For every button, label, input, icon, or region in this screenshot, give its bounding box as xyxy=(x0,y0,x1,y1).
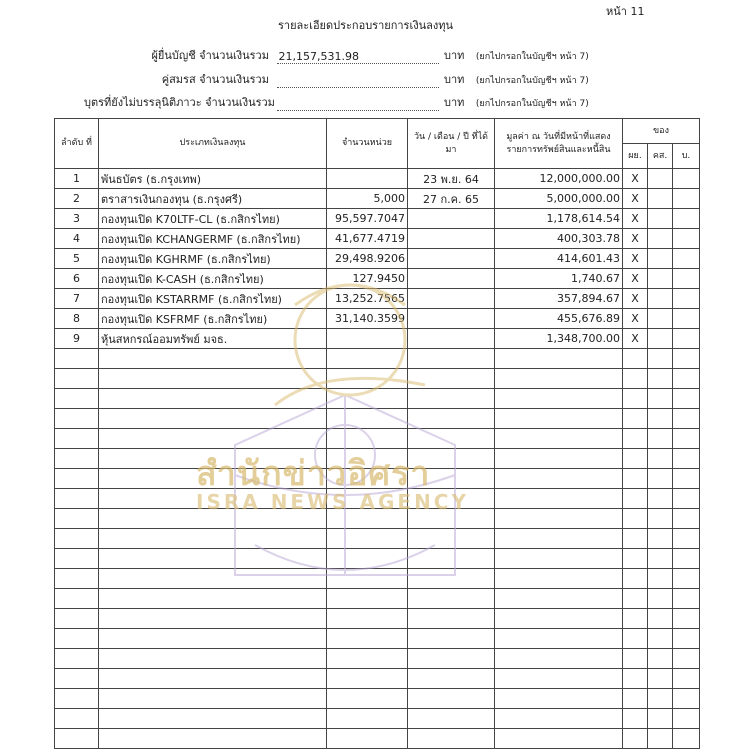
cell-owner-spouse xyxy=(648,569,673,589)
summary-amount xyxy=(277,74,439,88)
cell-type xyxy=(99,669,327,689)
cell-no xyxy=(55,349,99,369)
cell-value xyxy=(495,389,623,409)
cell-type: กองทุนเปิด KCHANGERMF (ธ.กสิกรไทย) xyxy=(99,229,327,249)
cell-value: 455,676.89 xyxy=(495,309,623,329)
cell-no xyxy=(55,589,99,609)
cell-no xyxy=(55,449,99,469)
cell-type xyxy=(99,549,327,569)
cell-units xyxy=(327,169,408,189)
cell-owner-spouse xyxy=(648,429,673,449)
cell-owner-spouse xyxy=(648,729,673,749)
cell-no xyxy=(55,549,99,569)
cell-owner-filer: X xyxy=(623,189,648,209)
cell-value: 400,303.78 xyxy=(495,229,623,249)
cell-units xyxy=(327,649,408,669)
cell-type xyxy=(99,709,327,729)
table-row-blank xyxy=(55,669,700,689)
cell-date xyxy=(408,229,495,249)
cell-units xyxy=(327,389,408,409)
cell-value xyxy=(495,669,623,689)
cell-no xyxy=(55,469,99,489)
cell-units: 127.9450 xyxy=(327,269,408,289)
cell-owner-filer: X xyxy=(623,309,648,329)
cell-owner-filer xyxy=(623,629,648,649)
cell-value xyxy=(495,709,623,729)
cell-units xyxy=(327,669,408,689)
table-row-blank xyxy=(55,369,700,389)
cell-units xyxy=(327,709,408,729)
cell-units: 31,140.3599 xyxy=(327,309,408,329)
cell-owner-spouse xyxy=(648,589,673,609)
cell-no xyxy=(55,629,99,649)
cell-units: 41,677.4719 xyxy=(327,229,408,249)
cell-type: กองทุนเปิด KSFRMF (ธ.กสิกรไทย) xyxy=(99,309,327,329)
cell-owner-filer xyxy=(623,729,648,749)
cell-units xyxy=(327,689,408,709)
cell-no xyxy=(55,529,99,549)
cell-owner-child xyxy=(673,629,700,649)
table-row-blank xyxy=(55,389,700,409)
cell-units: 95,597.7047 xyxy=(327,209,408,229)
cell-type: กองทุนเปิด KSTARRMF (ธ.กสิกรไทย) xyxy=(99,289,327,309)
cell-owner-spouse xyxy=(648,249,673,269)
cell-owner-child xyxy=(673,309,700,329)
cell-owner-spouse xyxy=(648,549,673,569)
header-date: วัน / เดือน / ปี ที่ได้มา xyxy=(408,119,495,169)
cell-owner-filer xyxy=(623,589,648,609)
cell-date: 27 ก.ค. 65 xyxy=(408,189,495,209)
cell-owner-spouse xyxy=(648,289,673,309)
summary-row-children xyxy=(84,93,589,111)
cell-owner-spouse xyxy=(648,349,673,369)
cell-units xyxy=(327,549,408,569)
table-row-blank xyxy=(55,609,700,629)
cell-no xyxy=(55,609,99,629)
cell-owner-spouse xyxy=(648,309,673,329)
cell-value: 357,894.67 xyxy=(495,289,623,309)
cell-date xyxy=(408,329,495,349)
watermark-text-english: ISRA NEWS AGENCY xyxy=(196,490,469,514)
cell-units xyxy=(327,589,408,609)
cell-date xyxy=(408,529,495,549)
cell-date xyxy=(408,369,495,389)
cell-owner-spouse xyxy=(648,449,673,469)
cell-type xyxy=(99,589,327,609)
cell-no xyxy=(55,509,99,529)
cell-owner-spouse xyxy=(648,209,673,229)
cell-no: 4 xyxy=(55,229,99,249)
cell-owner-child xyxy=(673,209,700,229)
cell-value xyxy=(495,349,623,369)
watermark-text-thai: สำนักข่าวอิศรา xyxy=(196,454,431,494)
header-owner-spouse: คส. xyxy=(648,144,673,169)
cell-date xyxy=(408,289,495,309)
cell-value: 1,348,700.00 xyxy=(495,329,623,349)
summary-note: (ยกไปกรอกในบัญชีฯ หน้า 7) xyxy=(475,76,589,86)
summary-amount: 21,157,531.98 xyxy=(277,50,439,64)
header-owner-child: บ. xyxy=(673,144,700,169)
cell-value xyxy=(495,449,623,469)
cell-value: 414,601.43 xyxy=(495,249,623,269)
cell-units xyxy=(327,629,408,649)
table-row xyxy=(55,229,700,249)
cell-no xyxy=(55,369,99,389)
table-row xyxy=(55,249,700,269)
summary-amount xyxy=(277,97,439,111)
cell-type xyxy=(99,529,327,549)
summary-label: บุตรที่ยังไม่บรรลุนิติภาวะ จำนวนเงินรวม xyxy=(84,96,275,109)
table-row xyxy=(55,189,700,209)
cell-date xyxy=(408,349,495,369)
cell-owner-child xyxy=(673,169,700,189)
cell-owner-child xyxy=(673,549,700,569)
cell-owner-filer: X xyxy=(623,289,648,309)
cell-type xyxy=(99,569,327,589)
header-no: ลำดับ ที่ xyxy=(55,119,99,169)
cell-type xyxy=(99,389,327,409)
table-row-blank xyxy=(55,649,700,669)
cell-type xyxy=(99,369,327,389)
cell-units xyxy=(327,369,408,389)
header-type: ประเภทเงินลงทุน xyxy=(99,119,327,169)
cell-date: 23 พ.ย. 64 xyxy=(408,169,495,189)
cell-owner-filer xyxy=(623,609,648,629)
cell-owner-spouse xyxy=(648,329,673,349)
cell-owner-spouse xyxy=(648,509,673,529)
cell-owner-spouse xyxy=(648,709,673,729)
summary-unit: บาท xyxy=(444,49,465,62)
cell-owner-child xyxy=(673,609,700,629)
cell-value: 5,000,000.00 xyxy=(495,189,623,209)
cell-owner-child xyxy=(673,229,700,249)
cell-value xyxy=(495,409,623,429)
cell-owner-child xyxy=(673,649,700,669)
cell-owner-filer xyxy=(623,449,648,469)
table-row xyxy=(55,209,700,229)
table-row-blank xyxy=(55,709,700,729)
cell-date xyxy=(408,549,495,569)
cell-type: หุ้นสหกรณ์ออมทรัพย์ มจธ. xyxy=(99,329,327,349)
cell-type: กองทุนเปิด K-CASH (ธ.กสิกรไทย) xyxy=(99,269,327,289)
cell-value xyxy=(495,549,623,569)
cell-no: 5 xyxy=(55,249,99,269)
cell-units xyxy=(327,529,408,549)
cell-owner-filer xyxy=(623,509,648,529)
cell-date xyxy=(408,709,495,729)
cell-type xyxy=(99,649,327,669)
cell-type xyxy=(99,729,327,749)
cell-owner-filer xyxy=(623,689,648,709)
cell-owner-child xyxy=(673,189,700,209)
cell-owner-child xyxy=(673,709,700,729)
cell-owner-child xyxy=(673,529,700,549)
cell-value xyxy=(495,649,623,669)
summary-note: (ยกไปกรอกในบัญชีฯ หน้า 7) xyxy=(475,52,589,62)
cell-date xyxy=(408,389,495,409)
cell-owner-child xyxy=(673,389,700,409)
cell-owner-spouse xyxy=(648,689,673,709)
table-row-blank xyxy=(55,729,700,749)
table-row xyxy=(55,269,700,289)
cell-owner-child xyxy=(673,509,700,529)
cell-value xyxy=(495,729,623,749)
table-row-blank xyxy=(55,349,700,369)
cell-owner-filer xyxy=(623,489,648,509)
cell-value xyxy=(495,609,623,629)
cell-owner-spouse xyxy=(648,169,673,189)
cell-owner-spouse xyxy=(648,409,673,429)
cell-owner-child xyxy=(673,329,700,349)
cell-owner-filer: X xyxy=(623,229,648,249)
cell-owner-spouse xyxy=(648,609,673,629)
cell-value xyxy=(495,469,623,489)
cell-date xyxy=(408,609,495,629)
cell-units xyxy=(327,569,408,589)
cell-owner-child xyxy=(673,289,700,309)
cell-no xyxy=(55,489,99,509)
document-title: รายละเอียดประกอบรายการเงินลงทุน xyxy=(278,19,453,32)
header-owner-filer: ผย. xyxy=(623,144,648,169)
cell-value xyxy=(495,509,623,529)
cell-owner-filer xyxy=(623,389,648,409)
cell-owner-filer xyxy=(623,369,648,389)
cell-owner-spouse xyxy=(648,489,673,509)
cell-value xyxy=(495,369,623,389)
cell-owner-spouse xyxy=(648,669,673,689)
cell-date xyxy=(408,569,495,589)
cell-owner-spouse xyxy=(648,529,673,549)
cell-date xyxy=(408,249,495,269)
cell-no xyxy=(55,429,99,449)
cell-units xyxy=(327,409,408,429)
cell-date xyxy=(408,649,495,669)
cell-owner-filer xyxy=(623,429,648,449)
cell-no xyxy=(55,569,99,589)
cell-date xyxy=(408,669,495,689)
cell-owner-spouse xyxy=(648,269,673,289)
table-row xyxy=(55,309,700,329)
cell-date xyxy=(408,309,495,329)
cell-value xyxy=(495,689,623,709)
cell-owner-spouse xyxy=(648,629,673,649)
cell-type: กองทุนเปิด KGHRMF (ธ.กสิกรไทย) xyxy=(99,249,327,269)
cell-type xyxy=(99,349,327,369)
cell-date xyxy=(408,729,495,749)
cell-owner-child xyxy=(673,669,700,689)
summary-row-filer xyxy=(84,46,589,64)
table-row-blank xyxy=(55,689,700,709)
cell-no xyxy=(55,649,99,669)
cell-value xyxy=(495,629,623,649)
investment-table xyxy=(54,118,700,749)
cell-no: 6 xyxy=(55,269,99,289)
cell-type xyxy=(99,689,327,709)
cell-value xyxy=(495,589,623,609)
summary-label: คู่สมรส จำนวนเงินรวม xyxy=(161,73,269,86)
cell-units xyxy=(327,609,408,629)
table-row-blank xyxy=(55,409,700,429)
header-owner: ของ xyxy=(623,119,700,144)
cell-value xyxy=(495,429,623,449)
table-row xyxy=(55,169,700,189)
cell-owner-child xyxy=(673,249,700,269)
cell-owner-filer xyxy=(623,669,648,689)
cell-units xyxy=(327,329,408,349)
cell-owner-child xyxy=(673,569,700,589)
cell-no: 8 xyxy=(55,309,99,329)
cell-owner-spouse xyxy=(648,229,673,249)
cell-owner-child xyxy=(673,429,700,449)
cell-owner-filer: X xyxy=(623,209,648,229)
table-row xyxy=(55,329,700,349)
cell-no: 7 xyxy=(55,289,99,309)
cell-date xyxy=(408,689,495,709)
cell-type xyxy=(99,409,327,429)
table-row-blank xyxy=(55,569,700,589)
cell-type xyxy=(99,609,327,629)
cell-no: 2 xyxy=(55,189,99,209)
summary-row-spouse xyxy=(84,70,589,88)
cell-owner-filer xyxy=(623,709,648,729)
cell-owner-filer xyxy=(623,649,648,669)
cell-owner-child xyxy=(673,689,700,709)
cell-owner-filer xyxy=(623,469,648,489)
cell-value xyxy=(495,569,623,589)
cell-date xyxy=(408,409,495,429)
cell-units xyxy=(327,729,408,749)
cell-owner-filer: X xyxy=(623,249,648,269)
cell-type: ตราสารเงินกองทุน (ธ.กรุงศรี) xyxy=(99,189,327,209)
cell-no xyxy=(55,709,99,729)
cell-no xyxy=(55,389,99,409)
cell-units: 29,498.9206 xyxy=(327,249,408,269)
table-row-blank xyxy=(55,589,700,609)
summary-unit: บาท xyxy=(444,96,465,109)
cell-owner-child xyxy=(673,449,700,469)
cell-owner-filer xyxy=(623,529,648,549)
cell-no xyxy=(55,669,99,689)
cell-owner-filer: X xyxy=(623,329,648,349)
cell-owner-child xyxy=(673,469,700,489)
cell-owner-filer xyxy=(623,569,648,589)
cell-value xyxy=(495,489,623,509)
cell-owner-spouse xyxy=(648,369,673,389)
cell-owner-spouse xyxy=(648,389,673,409)
cell-owner-spouse xyxy=(648,189,673,209)
cell-units: 5,000 xyxy=(327,189,408,209)
cell-type: กองทุนเปิด K70LTF-CL (ธ.กสิกรไทย) xyxy=(99,209,327,229)
page-number: หน้า 11 xyxy=(606,5,645,18)
cell-owner-child xyxy=(673,589,700,609)
cell-no: 1 xyxy=(55,169,99,189)
cell-no xyxy=(55,409,99,429)
cell-units: 13,252.7565 xyxy=(327,289,408,309)
cell-owner-filer xyxy=(623,349,648,369)
cell-owner-child xyxy=(673,729,700,749)
cell-date xyxy=(408,269,495,289)
cell-owner-child xyxy=(673,489,700,509)
cell-no xyxy=(55,729,99,749)
cell-units xyxy=(327,349,408,369)
table-row xyxy=(55,289,700,309)
cell-owner-child xyxy=(673,269,700,289)
cell-owner-filer xyxy=(623,549,648,569)
cell-owner-child xyxy=(673,349,700,369)
table-row-blank xyxy=(55,629,700,649)
cell-owner-child xyxy=(673,369,700,389)
cell-value xyxy=(495,529,623,549)
cell-type: พันธบัตร (ธ.กรุงเทพ) xyxy=(99,169,327,189)
cell-owner-filer xyxy=(623,409,648,429)
cell-date xyxy=(408,629,495,649)
table-row-blank xyxy=(55,529,700,549)
cell-value: 1,178,614.54 xyxy=(495,209,623,229)
summary-note: (ยกไปกรอกในบัญชีฯ หน้า 7) xyxy=(475,99,589,109)
cell-owner-filer: X xyxy=(623,269,648,289)
summary-label: ผู้ยื่นบัญชี จำนวนเงินรวม xyxy=(151,49,269,62)
cell-no xyxy=(55,689,99,709)
cell-owner-filer: X xyxy=(623,169,648,189)
cell-owner-spouse xyxy=(648,469,673,489)
cell-date xyxy=(408,589,495,609)
cell-owner-spouse xyxy=(648,649,673,669)
header-value: มูลค่า ณ วันที่มีหน้าที่แสดง รายการทรัพย์สินและหนี้สิน xyxy=(495,119,623,169)
cell-value: 12,000,000.00 xyxy=(495,169,623,189)
header-units: จำนวนหน่วย xyxy=(327,119,408,169)
cell-date xyxy=(408,209,495,229)
cell-type xyxy=(99,629,327,649)
cell-value: 1,740.67 xyxy=(495,269,623,289)
cell-owner-child xyxy=(673,409,700,429)
summary-unit: บาท xyxy=(444,73,465,86)
cell-no: 3 xyxy=(55,209,99,229)
cell-no: 9 xyxy=(55,329,99,349)
table-row-blank xyxy=(55,549,700,569)
